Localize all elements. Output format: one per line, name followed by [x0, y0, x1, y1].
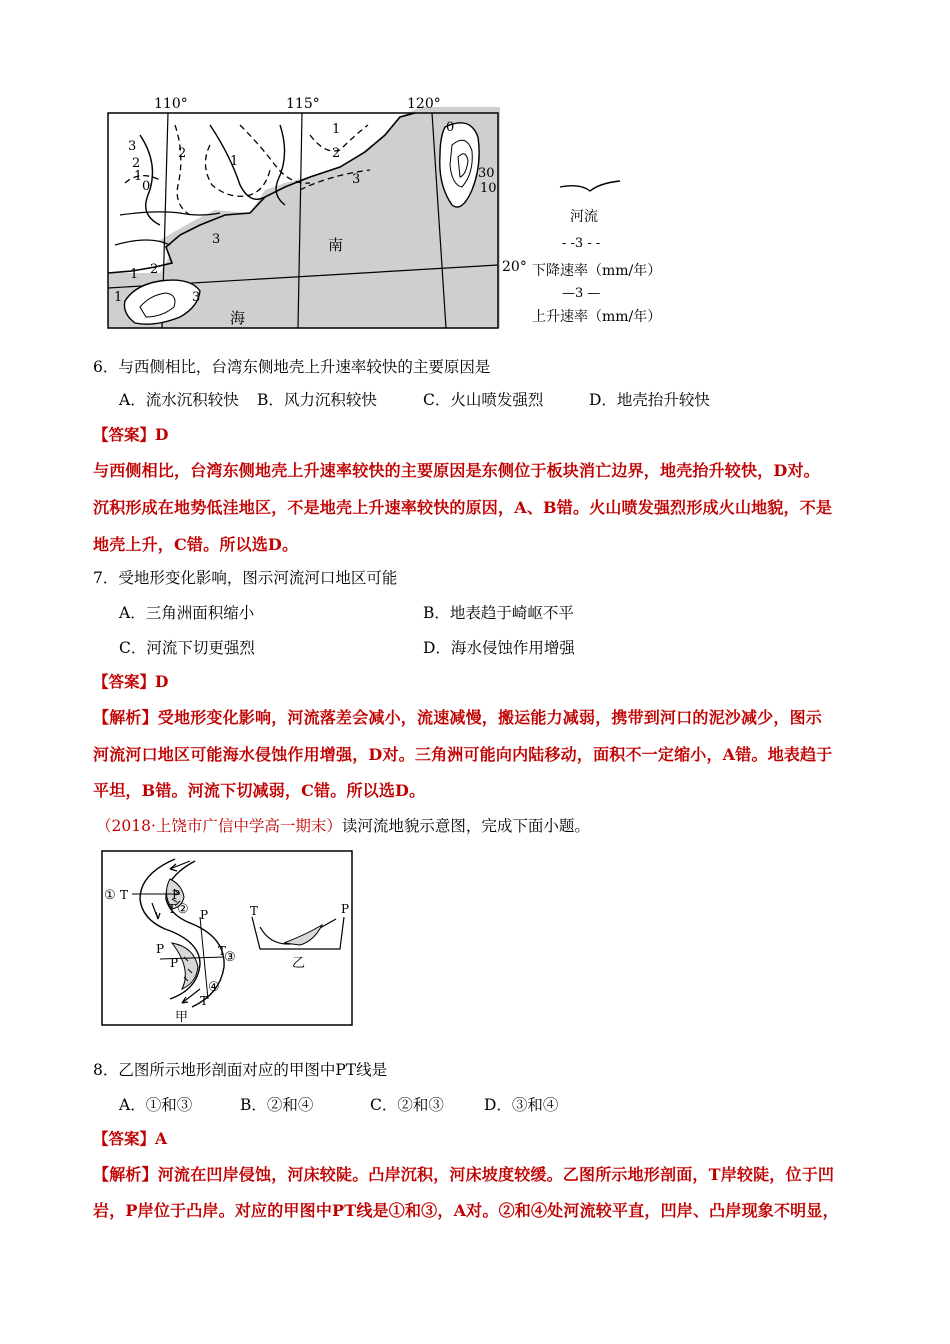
q6-option-b: B．风力沉积较快	[257, 391, 377, 409]
q7-explanation-line: 【解析】受地形变化影响，河流落差会减小，流速减慢，搬运能力减弱，携带到河口的泥沙减少，图示	[93, 708, 823, 727]
sea-label-nan: 南	[328, 236, 344, 254]
contour-label: 0	[446, 120, 455, 135]
q8-option-d: D．③和④	[484, 1096, 559, 1114]
q8-stem: 8．乙图所示地形剖面对应的甲图中PT线是	[93, 1061, 388, 1079]
marker-1: ①	[104, 888, 116, 903]
legend-river-label: 河流	[570, 209, 598, 225]
q7-explanation-line: 河流河口地区可能海水侵蚀作用增强，D对。三角洲可能向内陆移动，面积不一定缩小，A错。地表趋于	[93, 745, 833, 764]
marker-2: ②	[177, 902, 189, 917]
contour-label: 30	[478, 166, 495, 181]
q7-answer: 【答案】D	[93, 672, 169, 691]
q8-option-b: B．②和④	[240, 1096, 314, 1114]
q6-option-d: D．地壳抬升较快	[589, 391, 710, 409]
contour-label: 2	[178, 146, 187, 161]
crustal-movement-map	[100, 95, 680, 335]
contour-label: 1	[130, 267, 139, 282]
contour-label: 0	[142, 179, 151, 194]
source-text: 读河流地貌示意图，完成下面小题。	[341, 817, 590, 835]
label-t: T	[120, 888, 129, 902]
label-t: T	[218, 944, 227, 958]
contour-label: 2	[132, 156, 141, 171]
q6-explanation-line: 地壳上升，C错。所以选D。	[93, 535, 299, 554]
label-t: T	[250, 904, 259, 918]
q7-option-b: B．地表趋于崎岖不平	[423, 604, 574, 622]
q8-answer: 【答案】A	[93, 1129, 168, 1148]
q8-explanation-line: 【解析】河流在凹岸侵蚀，河床较陡。凸岸沉积，河床坡度较缓。乙图所示地形剖面，T岸较陡，位于凹	[93, 1165, 835, 1184]
source-tag: （2018·上饶市广信中学高一期末）	[96, 817, 342, 835]
sea-label-hai: 海	[230, 309, 246, 327]
q8-explanation-line: 岩，P岸位于凸岸。对应的甲图中PT线是①和③，A对。②和④处河流较平直，凹岸、凸岸现象不明显，	[93, 1201, 839, 1220]
q7-stem: 7．受地形变化影响，图示河流河口地区可能	[93, 569, 398, 587]
lat-label-20: 20°	[502, 259, 527, 275]
legend-rise-label: 上升速率（mm/年）	[532, 309, 662, 325]
legend-sink-label: 下降速率（mm/年）	[532, 263, 662, 279]
label-t: T	[200, 994, 209, 1008]
contour-label: 3	[212, 232, 221, 247]
contour-label: 1	[114, 290, 123, 305]
q6-stem: 6．与西侧相比，台湾东侧地壳上升速率较快的主要原因是	[93, 358, 491, 376]
q8-option-a: A．①和③	[119, 1096, 193, 1114]
label-p: P	[170, 956, 179, 970]
q6-option-c: C．火山喷发强烈	[423, 391, 544, 409]
q7-option-c: C．河流下切更强烈	[119, 639, 255, 657]
marker-3: ③	[224, 950, 236, 965]
legend-sink-sample: - -3 - -	[562, 236, 601, 251]
contour-label: 3	[128, 139, 137, 154]
contour-label: 1	[134, 169, 143, 184]
marker-4: ④	[208, 980, 220, 995]
contour-label: 1	[230, 154, 239, 169]
lon-label-110: 110°	[154, 96, 188, 112]
lon-label-120: 120°	[407, 96, 441, 112]
contour-label: 2	[332, 146, 341, 161]
q7-option-a: A．三角洲面积缩小	[119, 604, 255, 622]
contour-label: 3	[192, 290, 201, 305]
label-p: P	[200, 908, 209, 922]
q6-option-a: A．流水沉积较快	[119, 391, 239, 409]
label-p: P	[341, 902, 350, 916]
contour-label: 10	[480, 181, 497, 196]
q6-explanation-line: 沉积形成在地势低洼地区，不是地壳上升速率较快的原因，A、B错。火山喷发强烈形成火山地貌，不是	[93, 498, 833, 517]
legend-river-icon	[560, 181, 620, 191]
label-jia: 甲	[175, 1010, 189, 1025]
lon-label-115: 115°	[286, 96, 320, 112]
q7-explanation-line: 平坦，B错。河流下切减弱，C错。所以选D。	[93, 781, 426, 800]
q6-answer: 【答案】D	[93, 425, 169, 444]
label-p: P	[156, 942, 165, 956]
label-yi: 乙	[292, 956, 306, 971]
q6-explanation-line: 与西侧相比，台湾东侧地壳上升速率较快的主要原因是东侧位于板块消亡边界，地壳抬升较快，D对。	[93, 461, 820, 480]
q7-option-d: D．海水侵蚀作用增强	[423, 639, 575, 657]
source-line	[96, 814, 590, 836]
contour-label: 3	[352, 172, 361, 187]
q8-option-c: C．②和③	[370, 1096, 444, 1114]
label-t: T	[168, 902, 177, 916]
contour-label: 2	[150, 262, 159, 277]
label-p: P	[172, 888, 181, 902]
legend-rise-sample: —3 —	[562, 286, 601, 301]
river-landform-figure	[100, 849, 356, 1029]
contour-label: 1	[332, 122, 341, 137]
